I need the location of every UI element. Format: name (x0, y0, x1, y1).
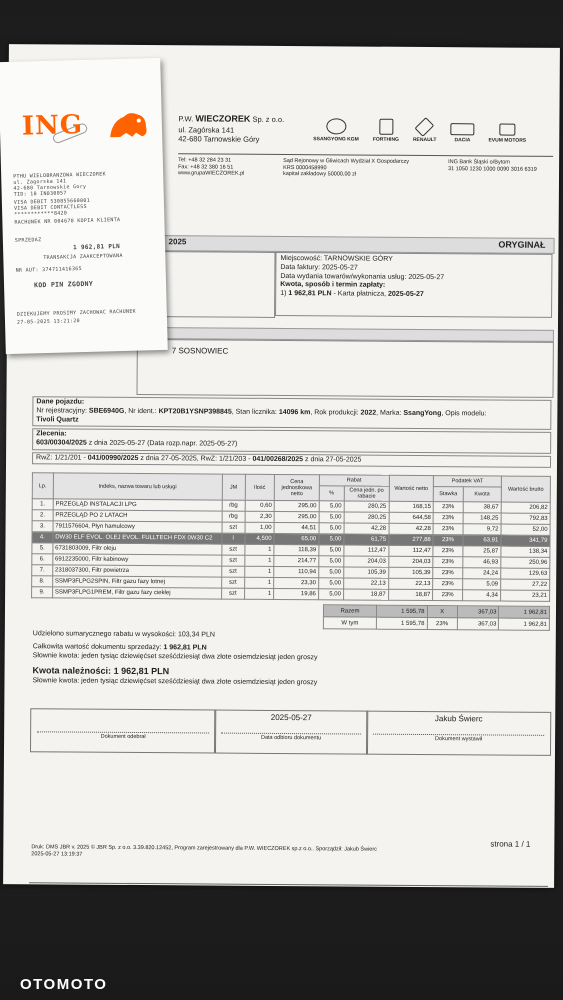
cell-after: 280,25 (344, 501, 389, 512)
col-lp: Lp. (32, 473, 53, 499)
cell-qty: 4,500 (245, 533, 275, 544)
place: Miejscowość: TARNOWSKIE GÓRY (280, 254, 393, 263)
cell-jm: rbg (222, 511, 245, 522)
seller-court: Sąd Rejonowy w Gliwicach Wydział X Gospodarczy KRS 0000458990 kapitał zakładowy 50000,00 zł (283, 158, 410, 178)
col-rabat: Rabat (319, 475, 389, 486)
cell-rate: 23% (433, 502, 463, 513)
cell-qty: 1 (244, 555, 274, 566)
receipt-line: DZIEKUJEMY PROSIMY ZACHOWAC RACHUNEK (16, 308, 137, 318)
cell-jm: szt (221, 566, 244, 577)
orders-box (32, 428, 551, 454)
cell-pct: 5,00 (319, 567, 344, 578)
cell-jm: szt (222, 522, 245, 533)
vehicle-section-title: Dane pojazdu: (36, 398, 85, 406)
cell-net: 277,88 (389, 534, 434, 545)
cell-lp: 7. (32, 565, 53, 576)
orders-section-title: Zlecenia: (36, 430, 67, 438)
brand-evum-logo: EVUM MOTORS (488, 123, 526, 143)
items-table (31, 472, 551, 602)
cell-gross: 792,83 (501, 513, 550, 524)
col-net: Wartość netto (389, 475, 434, 501)
cell-pct: 5,00 (319, 556, 344, 567)
cell-net: 18,87 (388, 589, 433, 600)
cell-price: 44,51 (274, 522, 319, 533)
brand-logos (313, 118, 526, 143)
cell-name: 6912235000, Filtr kabinowy (53, 554, 222, 566)
receipt-line: SPRZEDAZ (14, 237, 42, 244)
cell-pct: 5,00 (319, 512, 344, 523)
totals-block: Udzielono sumarycznego rabatu w wysokości: 103,34 PLN Całkowita wartość dokumentu sprzedaży: 1 962,81 PLN Słownie kwota: jeden tysiąc dziewięćset sześćdziesiąt dwa złote osiemdziesiąt jeden groszy Kwota należności: 1 962,81 PLN Słownie kwota: jeden tysiąc dziewięćset sześćdziesiąt dwa złote osiemdziesiąt jeden groszy (32, 630, 318, 686)
seller-name-prefix: P.W. (178, 114, 194, 124)
buyer-box (136, 339, 553, 398)
cell-gross: 138,34 (501, 546, 550, 557)
cell-after: 61,75 (344, 534, 389, 545)
col-jm: JM (222, 474, 245, 500)
cell-pct: 5,00 (318, 589, 343, 600)
receipt-line: RACHUNEK NR 004670 KOPIA KLIENTA (14, 217, 121, 226)
cell-name: 6731803009, Filtr oleju (53, 543, 222, 555)
summary-row-total: Razem 1 595,78 X 367,03 1 962,81 (323, 605, 549, 619)
cell-rate: 23% (433, 579, 463, 590)
ing-logo: ING (21, 109, 84, 142)
otomoto-watermark: OTOMOTO (20, 976, 108, 993)
rwz-line: RwZ: 1/21/201 - 041/00990/2025 z dnia 27-05-2025, RwZ: 1/21/203 - 041/00268/2025 z dnia 27-05-2025 (32, 452, 551, 468)
payment-line: 1) 1 962,81 PLN - Karta płatnicza, 2025-05-27 (280, 289, 424, 298)
vehicle-line: Nr rejestracyjny: SBE6940G, Nr ident.: KPT20B1YSNP398845, Stan licznika: 14096 km, Rok produkcji: 2022, Marka: SsangYong, Opis modelu: (36, 407, 487, 418)
cell-gross: 23,21 (500, 590, 549, 601)
cell-vat: 5,09 (462, 579, 500, 590)
summary-table (323, 604, 550, 631)
receipt-line: TID: 10 IN030057 (13, 190, 67, 198)
cell-gross: 52,00 (501, 524, 550, 535)
card-receipt (0, 58, 168, 354)
cell-rate: 23% (433, 546, 463, 557)
cell-price: 214,77 (274, 555, 319, 566)
cell-net: 112,47 (388, 545, 433, 556)
receipt-line: VISA DEBIT 530855660001 (13, 197, 91, 206)
cell-jm: szt (222, 555, 245, 566)
invoice-date: Data faktury: 2025-05-27 (280, 263, 358, 272)
cell-name: 7911576604, Płyn hamulcowy (53, 521, 222, 533)
cell-rate: 23% (433, 513, 463, 524)
receipt-line: ************8420 (14, 210, 68, 218)
cell-gross: 250,96 (501, 557, 550, 568)
col-price: Cena jednostkowa netto (274, 474, 319, 500)
cell-lp: 1. (32, 499, 53, 510)
cell-qty: 1 (244, 566, 274, 577)
receipt-line: NR AUT: 374711416365 (15, 266, 82, 274)
cell-lp: 4. (32, 532, 53, 543)
seller-city: 42-680 Tarnowskie Góry (178, 134, 260, 145)
cell-qty: 2,30 (245, 511, 275, 522)
cell-rate: 23% (433, 557, 463, 568)
header-divider (178, 153, 553, 157)
brand-renault-logo: RENAULT (413, 119, 437, 143)
cell-name: 2318037300, Filtr powietrza (52, 565, 221, 577)
cell-after: 42,28 (344, 523, 389, 534)
cell-net: 168,15 (389, 501, 434, 512)
receipt-line: 42-680 Tarnowskie Gory (13, 183, 87, 192)
receipt-line: ul. Zagorska 141 (13, 178, 67, 186)
cell-rate: 23% (433, 568, 463, 579)
receipt-line: TRANSAKCJA ZAAKCEPTOWANA (43, 252, 123, 262)
cell-after: 18,87 (343, 589, 388, 600)
col-name: Indeks, nazwa towaru lub usługi (53, 473, 222, 500)
cell-qty: 1,00 (245, 522, 275, 533)
seller-contact: Tel: +48 32 284 23 31 Fax: +48 32 380 16 51 www.grupaWIECZOREK.pl (178, 157, 245, 177)
cell-vat: 46,93 (462, 557, 500, 568)
cell-after: 280,25 (344, 512, 389, 523)
signature-issuer: Jakub Świerc Dokument wystawił (366, 711, 551, 756)
cell-name: SSMP3FLPG1PREM, Filtr gazu fazy ciekłej (52, 587, 221, 599)
cell-pct: 5,00 (319, 523, 344, 534)
col-gross: Wartość brutto (501, 476, 550, 502)
document-year: 2025 (168, 237, 187, 247)
cell-vat: 4,34 (462, 590, 500, 601)
receipt-line: KOD PIN ZGODNY (33, 279, 94, 290)
brand-forthing-logo: FORTHING (373, 119, 399, 143)
cell-lp: 6. (32, 554, 53, 565)
cell-vat: 63,91 (463, 535, 501, 546)
receipt-line: 1 962,81 PLN (72, 243, 121, 252)
cell-pct: 5,00 (318, 578, 343, 589)
seller-street: ul. Zagórska 141 (178, 124, 235, 135)
cell-price: 23,30 (274, 577, 319, 588)
cell-name: SSMP3FLPG2SPIN, Filtr gazu fazy lotnej (52, 576, 221, 588)
col-qty: Ilość (245, 474, 275, 500)
cell-gross: 129,63 (501, 568, 550, 579)
cell-qty: 1 (244, 577, 274, 588)
cell-after: 112,47 (344, 545, 389, 556)
cell-price: 118,39 (274, 544, 319, 555)
cell-net: 204,03 (388, 556, 433, 567)
payment-label: Kwota, sposób i termin zapłaty: (280, 281, 386, 289)
footer-divider (29, 882, 548, 887)
cell-lp: 3. (32, 521, 53, 532)
cell-gross: 27,22 (500, 579, 549, 590)
invoice-details-box (275, 252, 552, 318)
col-pct: % (319, 486, 344, 501)
col-after: Cena jedn. po rabacie (344, 486, 389, 501)
cell-vat: 148,25 (463, 513, 501, 524)
delivery-date: Data wydania towarów/wykonania usług: 2025-05-27 (280, 272, 445, 281)
cell-rate: 23% (433, 524, 463, 535)
seller-name: WIECZOREK (195, 113, 251, 124)
signature-date: 2025-05-27 Data odbioru dokumentu (214, 710, 368, 755)
original-label: ORYGINAŁ (498, 239, 546, 250)
vehicle-model: Tivoli Quartz (36, 415, 79, 424)
cell-price: 19,86 (274, 588, 319, 599)
cell-price: 295,00 (274, 500, 319, 511)
signature-received: Dokument odebrał (30, 708, 216, 753)
cell-qty: 1 (244, 588, 274, 599)
cell-qty: 1 (245, 544, 275, 555)
cell-price: 295,00 (274, 511, 319, 522)
buyer-city: 7 SOSNOWIEC (171, 346, 229, 356)
cell-after: 22,13 (344, 578, 389, 589)
brand-dacia-logo: DACIA (450, 123, 474, 143)
summary-row-breakdown: W tym 1 595,78 23% 367,03 1 962,81 (323, 617, 549, 631)
page-number: strona 1 / 1 (490, 839, 531, 849)
cell-qty: 0,60 (245, 500, 275, 511)
col-rate: Stawka (434, 487, 464, 502)
receipt-line: 27-05-2025 13:21:20 (16, 318, 80, 326)
col-amount: Kwota (463, 487, 501, 502)
cell-lp: 8. (32, 576, 53, 587)
cell-jm: szt (221, 588, 244, 599)
cell-net: 42,28 (389, 523, 434, 534)
cell-vat: 24,24 (462, 568, 500, 579)
cell-name: DW30 ELF EVOL. OLEJ EVOL. FULLTECH FDX 0W30 C2 (53, 532, 222, 544)
seller-name-suffix: Sp. z o.o. (252, 114, 285, 125)
order-line: 603/00304/2025 z dnia 2025-05-27 (Data rozp.napr. 2025-05-27) (36, 439, 238, 448)
cell-net: 644,58 (389, 512, 434, 523)
cell-price: 110,94 (274, 566, 319, 577)
cell-gross: 341,79 (501, 535, 550, 546)
footer-print-info: Druk: DMS JBR v. 2025 © JBR Sp. z o.o. 3.39.820.12452, Program zarejestrowany dla P.W. WIECZOREK sp.z o.o.. Sporządził: Jakub Świerc 2025-05-27 13:19:37 (31, 844, 377, 858)
cell-jm: szt (221, 577, 244, 588)
cell-jm: l (222, 533, 245, 544)
cell-lp: 2. (32, 510, 53, 521)
cell-pct: 5,00 (319, 534, 344, 545)
cell-net: 105,39 (388, 567, 433, 578)
ing-lion-icon (105, 106, 150, 141)
cell-name: PRZEGLĄD INSTALACJI LPG (53, 499, 222, 511)
cell-vat: 25,87 (463, 546, 501, 557)
brand-ssangyong-logo: SSANGYONG KGM (313, 118, 359, 142)
cell-name: PRZEGLĄD PO 2 LATACH (53, 510, 222, 522)
cell-net: 22,13 (388, 578, 433, 589)
cell-pct: 5,00 (319, 545, 344, 556)
cell-vat: 9,72 (463, 524, 501, 535)
seller-block (178, 113, 284, 145)
cell-after: 204,03 (344, 556, 389, 567)
cell-after: 105,39 (344, 567, 389, 578)
receipt-line: VISA DEBIT CONTACTLESS (13, 203, 87, 212)
cell-gross: 206,82 (501, 502, 550, 513)
table-row (32, 587, 550, 602)
cell-lp: 9. (32, 587, 53, 598)
seller-bank: ING Bank Śląski o/Bytom 31 1050 1230 1000 0090 3016 6319 (448, 159, 537, 173)
cell-rate: 23% (433, 590, 463, 601)
cell-jm: rbg (222, 500, 245, 511)
cell-vat: 38,67 (463, 502, 501, 513)
cell-lp: 5. (32, 543, 53, 554)
cell-jm: szt (222, 544, 245, 555)
cell-rate: 23% (433, 535, 463, 546)
cell-price: 65,00 (274, 533, 319, 544)
vehicle-box (32, 396, 551, 430)
col-vat: Podatek VAT (434, 476, 502, 487)
receipt-line: PTHU WIELOBRANZOWA WIECZOREK (13, 171, 106, 180)
cell-pct: 5,00 (319, 501, 344, 512)
